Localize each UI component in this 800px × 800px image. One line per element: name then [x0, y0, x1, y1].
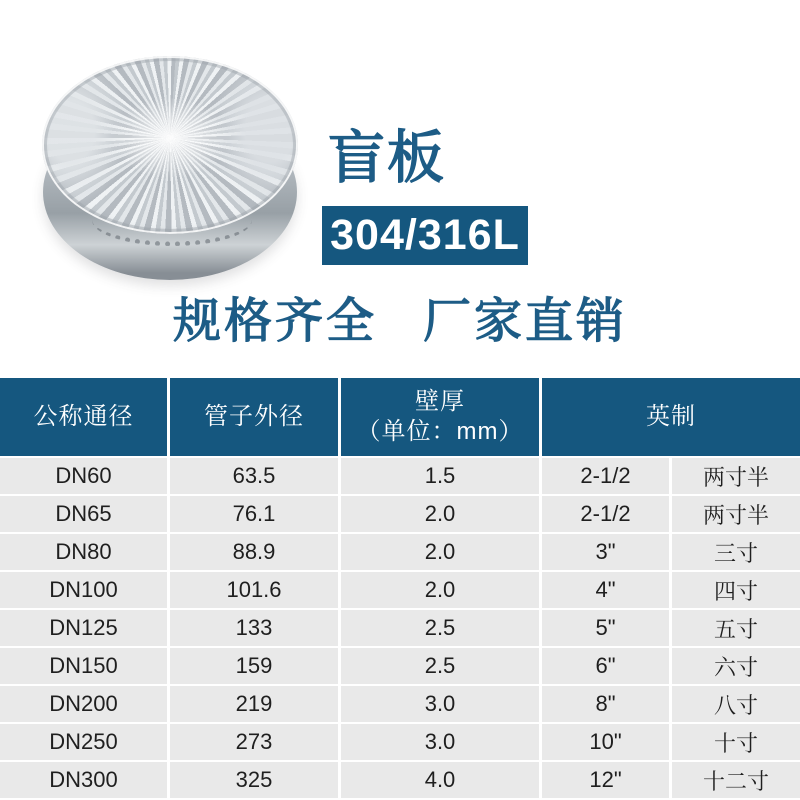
table-row: [0, 722, 800, 760]
cell-wall-thickness: 1.5: [341, 458, 542, 494]
table-row: [0, 456, 800, 494]
cell-dn: DN250: [0, 724, 170, 760]
cell-wall-thickness: 2.0: [341, 572, 542, 608]
product-title: 盲板: [328, 126, 446, 190]
cell-outer-diameter: 273: [170, 724, 341, 760]
disc-top-face: [42, 56, 298, 234]
product-photo: [42, 56, 298, 282]
table-row: [0, 608, 800, 646]
cell-outer-diameter: 325: [170, 762, 341, 798]
cell-wall-thickness: 2.0: [341, 534, 542, 570]
cell-dn: DN150: [0, 648, 170, 684]
cell-outer-diameter: 101.6: [170, 572, 341, 608]
slogan-right: 厂家直销: [423, 295, 628, 348]
table-row: [0, 684, 800, 722]
cell-outer-diameter: 63.5: [170, 458, 341, 494]
table-row: [0, 532, 800, 570]
cell-imperial-size: 5": [542, 610, 672, 646]
cell-imperial-name: 五寸: [713, 616, 758, 642]
cell-imperial-name: 两寸半: [702, 502, 769, 528]
cell-imperial-name: 十二寸: [702, 768, 769, 794]
cell-imperial-name: 四寸: [713, 578, 758, 604]
table-row: [0, 570, 800, 608]
header-imperial: 英制: [646, 403, 696, 430]
cell-wall-thickness: 3.0: [341, 724, 542, 760]
slogan: [0, 294, 800, 349]
cell-dn: DN65: [0, 496, 170, 532]
cell-imperial-name: 三寸: [713, 540, 758, 566]
slogan-left: 规格齐全: [172, 295, 377, 348]
cell-dn: DN300: [0, 762, 170, 798]
cell-wall-thickness: 2.5: [341, 648, 542, 684]
cell-outer-diameter: 159: [170, 648, 341, 684]
table-header-row: [0, 378, 800, 456]
cell-outer-diameter: 133: [170, 610, 341, 646]
cell-wall-thickness: 3.0: [341, 686, 542, 722]
cell-dn: DN125: [0, 610, 170, 646]
cell-imperial-size: 3": [542, 534, 672, 570]
cell-imperial-name: 十寸: [713, 730, 758, 756]
cell-outer-diameter: 219: [170, 686, 341, 722]
cell-wall-thickness: 2.5: [341, 610, 542, 646]
cell-dn: DN100: [0, 572, 170, 608]
cell-outer-diameter: 76.1: [170, 496, 341, 532]
cell-wall-thickness: 2.0: [341, 496, 542, 532]
cell-imperial-size: 8": [542, 686, 672, 722]
cell-imperial-size: 2-1/2: [542, 496, 672, 532]
cell-dn: DN200: [0, 686, 170, 722]
cell-dn: DN60: [0, 458, 170, 494]
cell-dn: DN80: [0, 534, 170, 570]
header-pipe-outer-diameter: 管子外径: [170, 378, 341, 456]
cell-imperial-name: 六寸: [713, 654, 758, 680]
table-row: [0, 760, 800, 798]
cell-imperial-name: 八寸: [713, 692, 758, 718]
cell-imperial-size: 4": [542, 572, 672, 608]
cell-wall-thickness: 4.0: [341, 762, 542, 798]
cell-imperial-size: 2-1/2: [542, 458, 672, 494]
cell-imperial-size: 10": [542, 724, 672, 760]
cell-outer-diameter: 88.9: [170, 534, 341, 570]
spec-table: [0, 378, 800, 798]
material-badge: 304/316L: [322, 206, 528, 265]
header-wall-thickness: 壁厚 （单位：mm）: [341, 378, 542, 456]
table-row: [0, 494, 800, 532]
cell-imperial-size: 12": [542, 762, 672, 798]
header-nominal-diameter: 公称通径: [0, 378, 170, 456]
cell-imperial-size: 6": [542, 648, 672, 684]
table-row: [0, 646, 800, 684]
cell-imperial-name: 两寸半: [702, 464, 769, 490]
